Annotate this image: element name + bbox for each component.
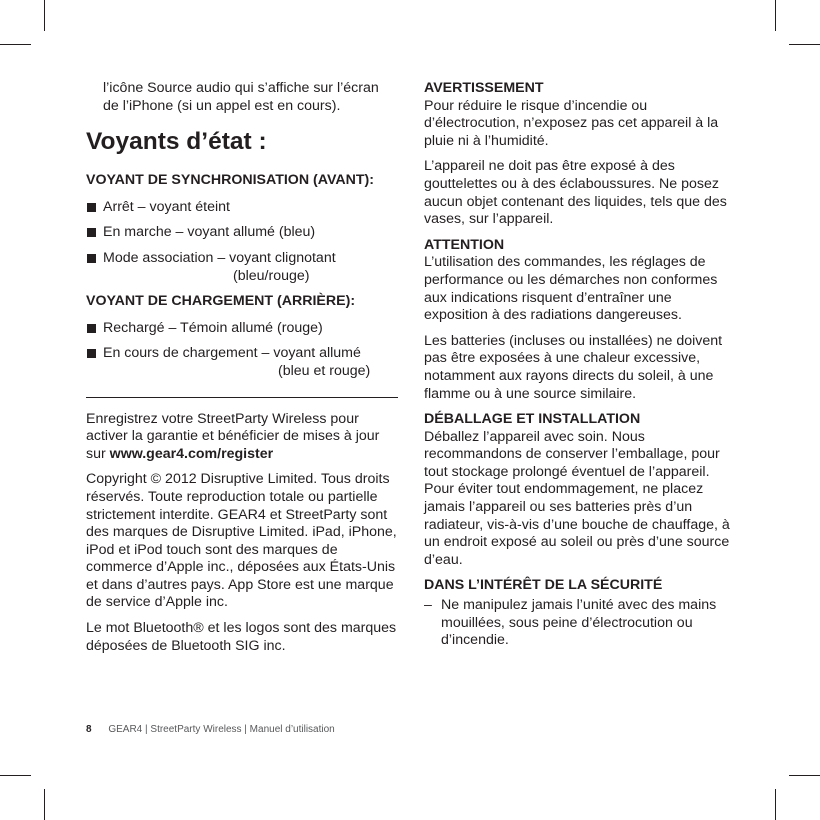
copyright-text: Copyright © 2012 Disruptive Limited. Tous droits réservés. Toute reproduction totale ou partielle strictement interdite. GEAR4 et StreetParty sont des marques de Disruptive Limited. iPad, iPhone, iPod et iPod touch sont des marques de commerce d’Apple inc., déposées aux États-Unis et dans d’autres pays. App Store est une marque de service d’Apple inc. <box>86 471 397 611</box>
crop-mark <box>0 775 31 776</box>
warning-section <box>424 80 736 150</box>
unpack-text: Déballez l’appareil avec soin. Nous recommandons de conserver l’emballage, pour tout stockage prolongé éventuel de l’appareil. Pour éviter tout endommagement, ne placez jamais l’appareil ou ses batteries près d’un radiateur, vis-à-vis d’une bouche de chauffage, à un endroit exposé au soleil ou près d’une source d’eau. <box>424 428 730 568</box>
safety-heading: DANS L’INTÉRÊT DE LA SÉCURITÉ <box>424 577 663 594</box>
list-item: Arrêt – voyant éteint <box>86 199 398 217</box>
square-bullet-icon <box>87 254 96 263</box>
crop-mark <box>775 789 776 820</box>
attention-heading: ATTENTION <box>424 236 505 253</box>
page-footer <box>86 724 335 736</box>
list-item: Rechargé – Témoin allumé (rouge) <box>86 320 398 338</box>
sync-heading: VOYANT DE SYNCHRONISATION (AVANT): <box>86 172 374 189</box>
square-bullet-icon <box>87 324 96 333</box>
charge-heading: VOYANT DE CHARGEMENT (ARRIÈRE): <box>86 293 356 310</box>
unpack-heading: DÉBALLAGE ET INSTALLATION <box>424 411 641 428</box>
right-column <box>424 80 736 658</box>
list-item: – Ne manipulez jamais l’unité avec des mains mouillées, sous peine d’électrocution ou d’incendie. <box>424 597 717 649</box>
list-item: Mode association – voyant clignotant (bleu/rouge) <box>86 250 398 285</box>
list-item: En cours de chargement – voyant allumé (bleu et rouge) <box>86 345 398 380</box>
register-link[interactable]: www.gear4.com/register <box>109 445 274 462</box>
square-bullet-icon <box>87 228 96 237</box>
warning-text: Pour réduire le risque d’incendie ou d’électrocution, n’exposez pas cet appareil à la pluie ni à l’humidité. <box>424 97 719 149</box>
unpack-section <box>424 411 736 569</box>
footer-text: GEAR4 | StreetParty Wireless | Manuel d’utilisation <box>108 724 335 735</box>
left-column <box>86 80 398 663</box>
list-item: En marche – voyant allumé (bleu) <box>86 224 398 242</box>
warning-text-2: L’appareil ne doit pas être exposé à des gouttelettes ou à des éclaboussures. Ne posez aucun objet contenant des liquides, tels que des vases, sur l’appareil. <box>424 158 727 228</box>
register-text: Enregistrez votre StreetParty Wireless pour activer la garantie et bénéficier de mises à jour sur www.gear4.com/register <box>86 410 380 462</box>
warning-heading: AVERTISSEMENT <box>424 80 544 96</box>
attention-text-2: Les batteries (incluses ou installées) ne doivent pas être exposées à une chaleur excessive, notamment aux rayons directs du soleil, à une flamme ou à une source similaire. <box>424 332 723 402</box>
attention-text: L’utilisation des commandes, les réglages de performance ou les démarches non conformes aux indications risquent d’entraîner une exposition à des radiations dangereuses. <box>424 254 718 324</box>
crop-mark <box>44 0 45 31</box>
square-bullet-icon <box>87 349 96 358</box>
square-bullet-icon <box>87 203 96 212</box>
page-title: Voyants d’état : <box>86 128 267 156</box>
crop-mark <box>789 775 820 776</box>
safety-section <box>424 577 736 649</box>
charge-list <box>86 320 398 381</box>
divider <box>86 397 398 398</box>
bluetooth-text: Le mot Bluetooth® et les logos sont des marques déposées de Bluetooth SIG inc. <box>86 620 397 654</box>
crop-mark <box>775 0 776 31</box>
sync-list <box>86 199 398 285</box>
crop-mark <box>44 789 45 820</box>
attention-section <box>424 237 736 325</box>
dash-bullet: – <box>424 597 432 614</box>
crop-mark <box>789 44 820 45</box>
page-number: 8 <box>86 724 92 735</box>
intro-text: l’icône Source audio qui s’affiche sur l’écran de l’iPhone (si un appel est en cours). <box>103 80 379 114</box>
crop-mark <box>0 44 31 45</box>
